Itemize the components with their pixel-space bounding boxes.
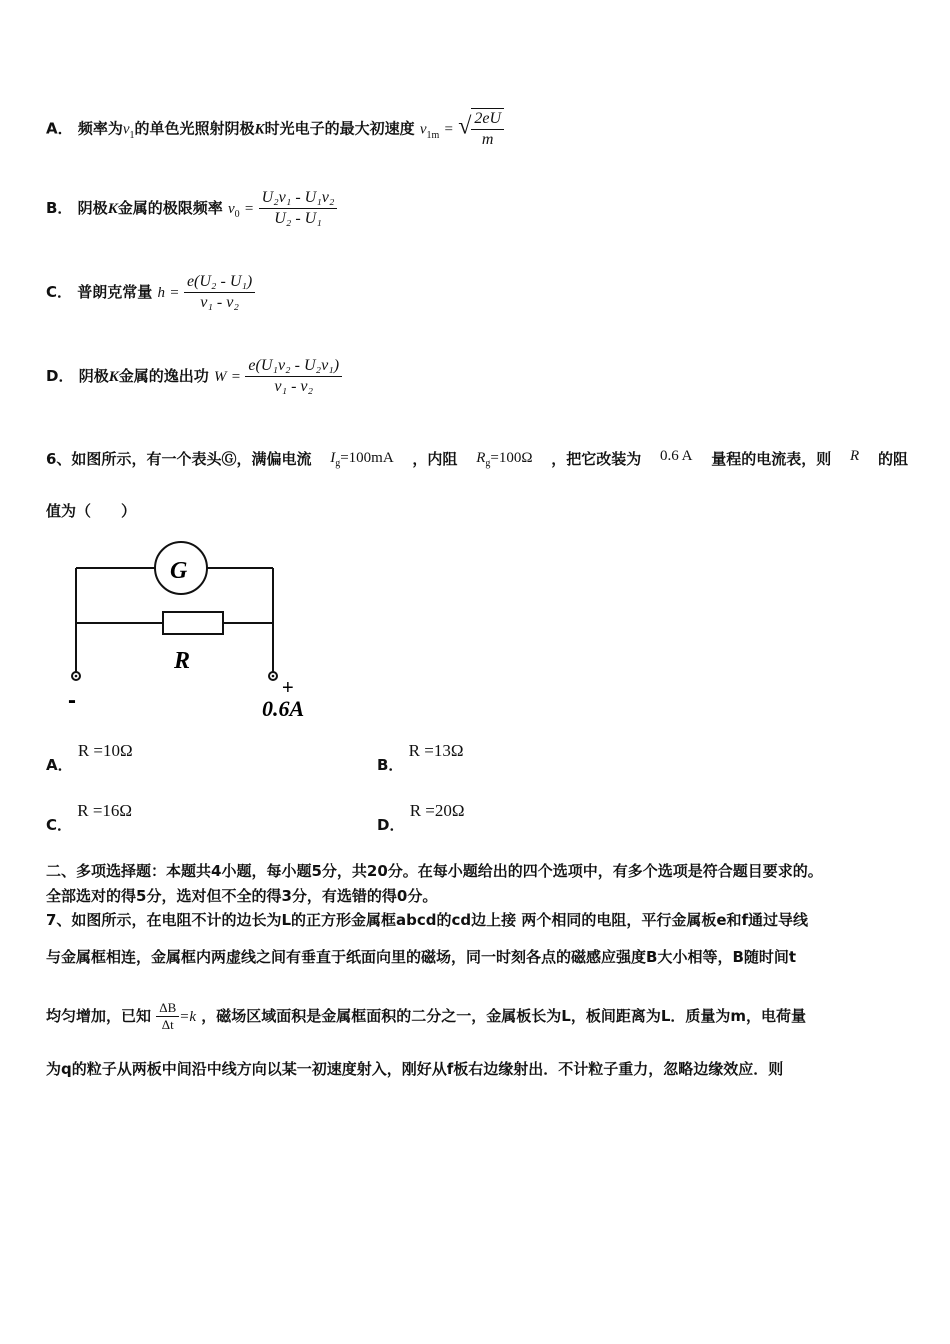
terminal-dot [75,675,78,678]
subscript: 0 [234,209,240,220]
plus-label: + [282,677,294,699]
subscript: g [485,458,491,469]
section-heading-line1: 二、多项选择题：本题共4小题，每小题5分，共20分。在每小题给出的四个选项中，有多个选项是符合题目要求的。 [46,862,823,880]
symbol: v [122,121,130,138]
denominator: v₁ - v₂ [274,378,314,395]
choice-b[interactable] [377,740,464,774]
value: =100Ω [490,450,533,466]
option-5d [46,356,342,397]
numerator: U₂v₁ - U₁v₂ [259,188,338,209]
symbol: K [108,369,119,385]
subscript: 1 [129,129,135,141]
formula-lhs: h [157,285,165,301]
resistor-symbol [163,612,223,634]
choice-value: R =20Ω [409,801,465,820]
formula-lhs: v [227,201,235,217]
choice-a[interactable] [46,740,133,774]
choice-c[interactable] [46,800,133,834]
choice-d[interactable] [377,800,465,834]
subscript: g [335,458,341,469]
choice-label: D． [377,816,405,834]
minus-label: - [68,687,76,714]
numerator: ΔB [156,1000,179,1017]
formula-rg [476,448,532,469]
numerator: 2eU [471,109,504,130]
choice-value: R =13Ω [408,741,464,760]
subscript: 1m [426,129,440,141]
db-dt-fraction [156,1000,179,1033]
denominator: Δt [161,1017,174,1032]
question-text: 量程的电流表，则 [711,450,832,468]
option-text: 的单色光照射阴极 [134,119,255,138]
equals: = [444,121,453,138]
option-label: B． [46,199,73,217]
question-text: ，内阻 [412,450,458,468]
option-text: 金属的逸出功 [118,367,209,385]
formula-fraction [259,188,338,229]
resistor-label: R [174,648,191,674]
ampere-label: 0.6A [262,696,305,721]
denominator: v₁ - v₂ [200,294,239,311]
terminal-dot [272,675,275,678]
circuit-diagram [56,540,336,730]
option-label: A． [46,119,73,138]
question-7-line1: 7、如图所示，在电阻不计的边长为L的正方形金属框abcd的cd边上接 两个相同的电阻，平行金属板e和f通过导线 [46,911,809,929]
equals: = [170,285,179,301]
choice-label: B． [377,756,404,774]
question-7-line3 [46,1000,806,1033]
symbol: K [254,121,265,138]
numerator: e(U₁v₂ - U₂v₁) [245,356,342,377]
choice-label: C． [46,816,73,834]
choice-value: R =16Ω [77,801,133,820]
sqrt-sign: √ [458,113,472,140]
choice-value: R =10Ω [77,741,133,760]
question-text: ，把它改装为 [551,450,642,468]
question-6-line2: 值为（ ） [46,502,137,520]
question-text: 6、如图所示，有一个表头Ⓖ，满偏电流 [46,450,312,468]
symbol: I [330,450,336,466]
formula-ig [330,448,393,469]
section-heading-line2: 全部选对的得5分，选对但不全的得3分，有选错的得0分。 [46,887,438,905]
question-7-line4: 为q的粒子从两板中间沿中线方向以某一初速度射入，刚好从f板右边缘射出．不计粒子重力，忽略边缘效应．则 [46,1060,784,1078]
symbol: R [476,450,486,466]
choice-label: A． [46,756,73,774]
question-text: 均匀增加，已知 [46,1007,152,1025]
option-label: C． [46,283,73,301]
symbol: R [850,448,860,464]
equals: = [231,369,241,385]
fraction-rhs: =k [179,1009,197,1025]
denominator: U₂ - U₁ [274,210,322,227]
option-5a [46,108,504,150]
formula-fraction [471,108,504,150]
option-5b [46,188,337,229]
option-text: 阴极 [77,199,108,217]
question-7-line2: 与金属框相连，金属框内两虚线之间有垂直于纸面向里的磁场，同一时刻各点的磁感应强度B大小相等，B随时间t [46,948,797,966]
denominator: m [481,131,494,148]
option-text: 阴极 [78,367,109,385]
option-text: 时光电子的最大初速度 [264,119,415,138]
formula-fraction [245,356,342,397]
galvanometer-label: G [170,558,188,584]
option-text: 普朗克常量 [77,283,153,301]
formula-lhs: W [213,369,227,385]
option-text: 金属的极限频率 [117,199,223,217]
formula-fraction [184,272,255,313]
question-6-line1 [46,448,908,469]
value: =100mA [340,450,394,466]
range-value: 0.6 A [659,448,693,464]
option-text: 频率为 [77,119,123,138]
equals: = [244,201,254,217]
question-text: 的阻 [877,450,908,468]
formula-lhs: v [419,121,427,138]
symbol: K [107,201,118,217]
question-text: ，磁场区域面积是金属框面积的二分之一，金属板长为L，板间距离为L．质量为m，电荷量 [201,1007,807,1025]
numerator: e(U₂ - U₁) [184,272,255,293]
option-label: D． [46,367,74,385]
option-5c [46,272,255,313]
